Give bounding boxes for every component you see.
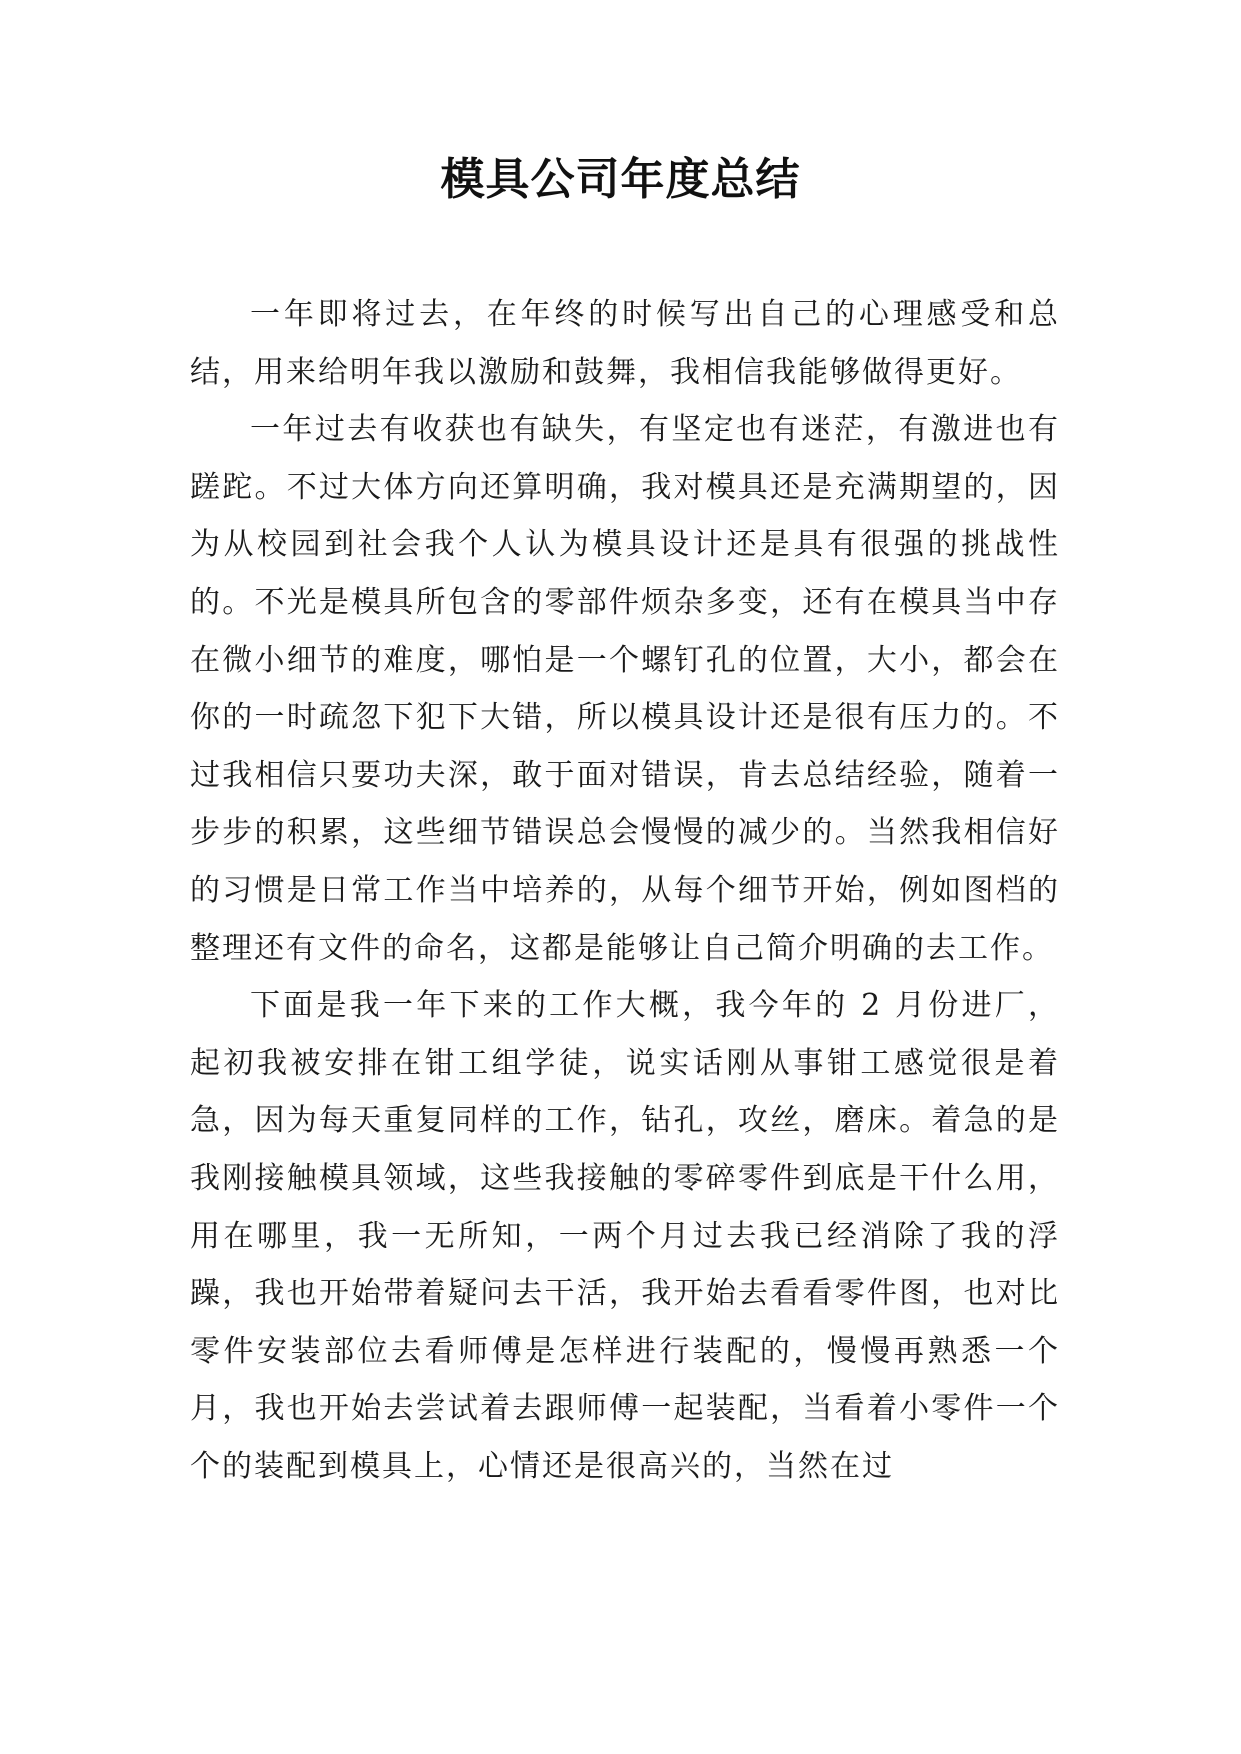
document-body — [190, 286, 1060, 1495]
paragraph-3: 下面是我一年下来的工作大概，我今年的 2 月份进厂，起初我被安排在钳工组学徒，说实话刚从事钳工感觉很是着急，因为每天重复同样的工作，钻孔，攻丝，磨床。着急的是我刚接触模具领域，这些我接触的零碎零件到底是干什么用，用在哪里，我一无所知，一两个月过去我已经消除了我的浮躁，我也开始带着疑问去干活，我开始去看看零件图，也对比零件安装部位去看师傅是怎样进行装配的，慢慢再熟悉一个月，我也开始去尝试着去跟师傅一起装配，当看着小零件一个个的装配到模具上，心情还是很高兴的，当然在过 — [190, 988, 1060, 1484]
paragraph-1: 一年即将过去，在年终的时候写出自己的心理感受和总结，用来给明年我以激励和鼓舞，我相信我能够做得更好。 — [190, 297, 1060, 390]
paragraph-2: 一年过去有收获也有缺失，有坚定也有迷茫，有激进也有蹉跎。不过大体方向还算明确，我对模具还是充满期望的，因为从校园到社会我个人认为模具设计还是具有很强的挑战性的。不光是模具所包含的零部件烦杂多变，还有在模具当中存在微小细节的难度，哪怕是一个螺钉孔的位置，大小，都会在你的一时疏忽下犯下大错，所以模具设计还是很有压力的。不过我相信只要功夫深，敢于面对错误，肯去总结经验，随着一步步的积累，这些细节错误总会慢慢的减少的。当然我相信好的习惯是日常工作当中培养的，从每个细节开始，例如图档的整理还有文件的命名，这都是能够让自己简介明确的去工作。 — [190, 412, 1060, 966]
document-title: 模具公司年度总结 — [440, 154, 801, 205]
